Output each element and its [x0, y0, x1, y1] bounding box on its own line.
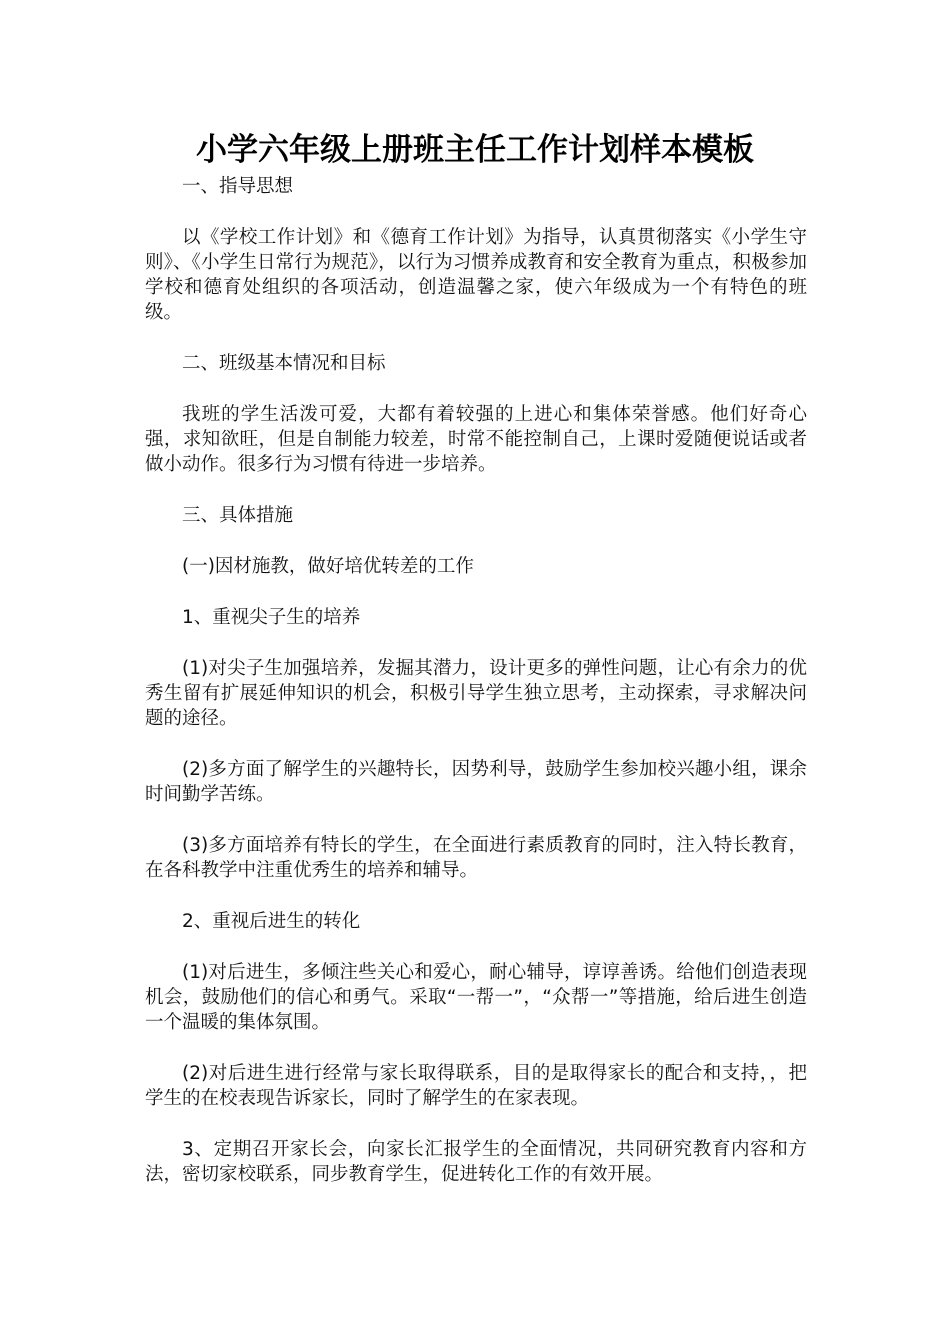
paragraph-class-situation: 我班的学生活泼可爱，大都有着较强的上进心和集体荣誉感。他们好奇心强，求知欲旺，但是自制能力较差，时常不能控制自己，上课时爱随便说话或者做小动作。很多行为习惯有待进一步培养。 — [145, 404, 807, 475]
document-title: 小学六年级上册班主任工作计划样本模板 — [196, 132, 754, 168]
paragraph-top-students-3: (3)多方面培养有特长的学生，在全面进行素质教育的同时，注入特长教育，在各科教学中注重优秀生的培养和辅导。 — [145, 835, 807, 881]
section-heading-class-situation: 二、班级基本情况和目标 — [182, 353, 386, 374]
paragraph-struggling-students-2: (2)对后进生进行经常与家长取得联系，目的是取得家长的配合和支持，，把学生的在校表现告诉家长，同时了解学生的在家表现。 — [145, 1063, 807, 1109]
document-body — [145, 174, 807, 1187]
paragraph-parent-meetings: 3、定期召开家长会，向家长汇报学生的全面情况，共同研究教育内容和方法，密切家校联系，同步教育学生，促进转化工作的有效开展。 — [145, 1139, 807, 1185]
section-heading-guiding-ideology: 一、指导思想 — [182, 176, 294, 197]
item-heading-top-students: 1、重视尖子生的培养 — [182, 607, 361, 628]
paragraph-top-students-2: (2)多方面了解学生的兴趣特长，因势利导，鼓励学生参加校兴趣小组，课余时间勤学苦练。 — [145, 759, 807, 805]
section-heading-measures: 三、具体措施 — [182, 505, 294, 526]
paragraph-guiding-ideology: 以《学校工作计划》和《德育工作计划》为指导，认真贯彻落实《小学生守则》、《小学生日常行为规范》，以行为习惯养成教育和安全教育为重点，积极参加学校和德育处组织的各项活动，创造温馨之家，使六年级成为一个有特色的班级。 — [145, 227, 807, 323]
item-heading-struggling-students: 2、重视后进生的转化 — [182, 911, 361, 932]
subsection-heading-teaching: (一)因材施教，做好培优转差的工作 — [182, 556, 474, 577]
paragraph-top-students-1: (1)对尖子生加强培养，发掘其潜力，设计更多的弹性问题，让心有余力的优秀生留有扩展延伸知识的机会，积极引导学生独立思考，主动探索，寻求解决问题的途径。 — [145, 658, 807, 729]
paragraph-struggling-students-1: (1)对后进生，多倾注些关心和爱心，耐心辅导，谆谆善诱。给他们创造表现机会，鼓励他们的信心和勇气。采取“一帮一”，“众帮一”等措施，给后进生创造一个温暖的集体氛围。 — [145, 962, 807, 1033]
